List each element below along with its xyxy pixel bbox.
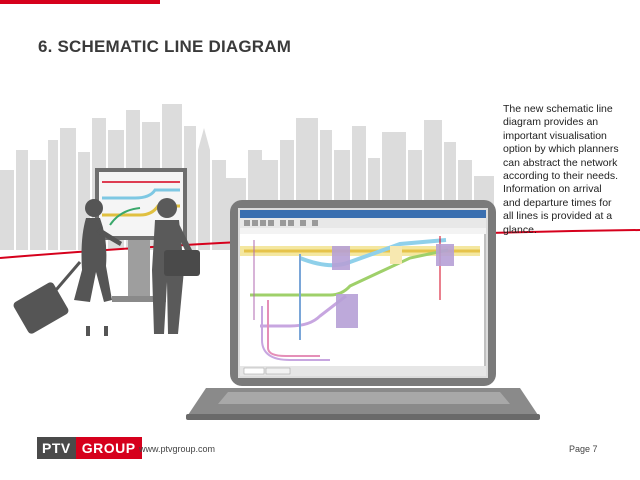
logo-ptv-text: PTV <box>37 437 76 459</box>
slide-title: 6. SCHEMATIC LINE DIAGRAM <box>38 37 292 56</box>
slide-description: The new schematic line diagram provides an important visualisation option by which planners can abstract the network according to their needs. Information on arrival and departure times for all lines is provided at a glance. <box>503 103 619 236</box>
logo-group-text: GROUP <box>76 437 142 459</box>
page-number: Page 7 <box>569 444 598 454</box>
screen-schematic-diagram <box>240 210 486 376</box>
footer-url[interactable]: www.ptvgroup.com <box>139 444 216 454</box>
ptv-group-logo[interactable] <box>37 437 142 459</box>
